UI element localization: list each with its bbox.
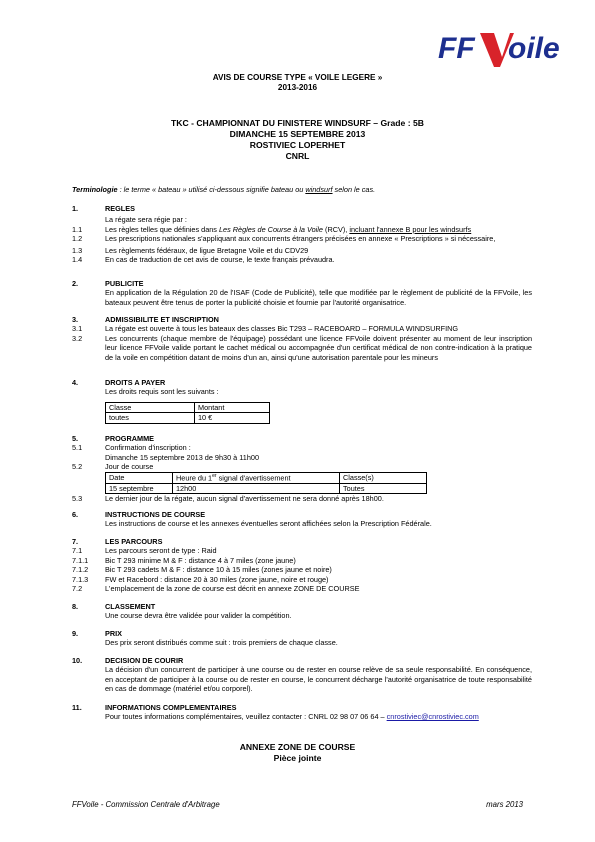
section-title: CLASSEMENT xyxy=(105,602,156,611)
section-1-rules: 1. REGLES La régate sera régie par : 1.1 Les règles telles que définies dans Les Règles de Course à la Voile (RCV), incluant l'annexe B pour les windsurfs 1.2 Les prescriptions nationales s'appliquant aux concurrents étrangers précisées en annexe « Prescriptions » si nécessaire, 1.3 Les règlements fédéraux, de ligue Bretagne Voile et du CDV29 1.4 En cas de traduction de cet avis de course, le texte français prévaudra. xyxy=(72,204,532,265)
section-title: INFORMATIONS COMPLEMENTAIRES xyxy=(105,703,237,712)
section-3-admissibilite: 3. ADMISSIBILITE ET INSCRIPTION 3.1 La régate est ouverte à tous les bateaux des classes Bic T293 – RACEBOARD – FORMULA WINDSURFING 3.2 Les concurrents (chaque membre de l'équipage) possédant une licence FFVoile doivent présenter au moment de leur inscription leur licence FFVoile valide portant le cachet médical ou accompagnée d'un certificat médical de non contre-indication à la pratique de la voile en compétition datant de moins d'un an, ainsi qu'une autorisation parentale pour les mineurs xyxy=(72,315,532,362)
annex-subtitle: Pièce jointe xyxy=(273,753,322,763)
ffvoile-logo xyxy=(436,27,576,71)
section-title: PROGRAMME xyxy=(105,434,155,443)
schedule-table xyxy=(105,472,427,494)
svg-text:oile: oile xyxy=(508,32,560,65)
fees-table xyxy=(105,402,270,424)
table-header: Classe(s) xyxy=(340,472,427,483)
table-header: Classe xyxy=(106,402,195,412)
section-8-classement: 8. CLASSEMENT Une course devra être validée pour valider la compétition. xyxy=(72,602,532,621)
table-cell: 12h00 xyxy=(173,483,340,493)
event-date: DIMANCHE 15 SEPTEMBRE 2013 xyxy=(229,129,366,139)
section-4-droits: 4. DROITS A PAYER Les droits requis sont les suivants : Classe Montant toutes 10 € xyxy=(72,378,532,424)
table-header: Heure du 1er signal d'avertissement xyxy=(173,472,340,483)
footer-left: FFVoile - Commission Centrale d'Arbitrage xyxy=(72,800,220,809)
section-9-prix: 9. PRIX Des prix seront distribués comme suit : trois premiers de chaque classe. xyxy=(72,629,532,648)
table-cell: Toutes xyxy=(340,483,427,493)
section-10-decision: 10. DECISION DE COURIR La décision d'un concurrent de participer à une course ou de rester en course relève de sa seule responsabilité. En conséquence, en acceptant de participer à la course ou de rester en course, le concurrent décharge l'autorité organisatrice de toute responsabilité en cas de dommage (matériel et/ou corporel). xyxy=(72,656,532,694)
section-6-instructions: 6. INSTRUCTIONS DE COURSE Les instructions de course et les annexes éventuelles seront affichées selon la Prescription Fédérale. xyxy=(72,510,532,529)
table-header: Montant xyxy=(195,402,270,412)
list-item: 7.1 Les parcours seront de type : Raid xyxy=(72,546,217,556)
section-title: DROITS A PAYER xyxy=(105,378,166,387)
terminology: Terminologie : le terme « bateau » utilisé ci-dessous signifie bateau ou windsurf selon le cas. xyxy=(72,185,376,194)
section-title: INSTRUCTIONS DE COURSE xyxy=(105,510,206,519)
section-title: ADMISSIBILITE ET INSCRIPTION xyxy=(105,315,219,324)
section-title: PUBLICITE xyxy=(105,279,144,288)
section-title: REGLES xyxy=(105,204,136,213)
event-place: ROSTIVIEC LOPERHET xyxy=(249,140,346,150)
list-item: 7.1.3 FW et Racebord : distance 20 à 30 miles (zone jaune, noire et rouge) xyxy=(72,574,329,584)
table-row xyxy=(106,413,270,423)
section-title: LES PARCOURS xyxy=(105,537,163,546)
terminology-label: Terminologie xyxy=(72,185,118,194)
svg-text:FF: FF xyxy=(438,32,475,65)
event-club: CNRL xyxy=(285,151,310,161)
table-cell: 15 septembre xyxy=(106,483,173,493)
section-2-publicite: 2. PUBLICITE En application de la Régulation 20 de l'ISAF (Code de Publicité), telle que modifiée par le règlement de publicité de la FFVoile, les bateaux peuvent être tenus de porter la publicité choisie et fournie par l'autorité organisatrice. xyxy=(72,279,532,307)
section-title: PRIX xyxy=(105,629,123,638)
section-11-informations: 11. INFORMATIONS COMPLEMENTAIRES Pour toutes informations complémentaires, veuillez contacter : CNRL 02 98 07 06 64 – cnrostiviec@cnrostiviec.com xyxy=(72,703,532,722)
annex-title: ANNEXE ZONE DE COURSE xyxy=(239,742,356,752)
footer-right: mars 2013 xyxy=(486,800,523,809)
list-item: 7.2 L'emplacement de la zone de course est décrit en annexe ZONE DE COURSE xyxy=(72,584,360,594)
document-title: AVIS DE COURSE TYPE « VOILE LEGERE » xyxy=(212,73,383,82)
list-item: 7.1.2 Bic T 293 cadets M & F : distance 10 à 15 miles (zones jaune et noire) xyxy=(72,565,332,575)
document-years: 2013-2016 xyxy=(277,83,318,92)
section-7-parcours: 7. LES PARCOURS 7.1 Les parcours seront de type : Raid 7.1.1 Bic T 293 minime M & F : distance 4 à 7 miles (zone jaune) 7.1.2 Bic T 293 cadets M & F : distance 10 à 15 miles (zones jaune et noire) 7.1.3 FW et Racebord : distance 20 à 30 miles (zone jaune, noire et rouge) 7.2 L'emplacement de la zone de course est décrit en annexe ZONE DE COURSE xyxy=(72,537,532,594)
list-item: 7.1.1 Bic T 293 minime M & F : distance 4 à 7 miles (zone jaune) xyxy=(72,555,296,565)
table-cell: 10 € xyxy=(195,413,270,423)
table-row xyxy=(106,483,427,493)
contact-email-link[interactable]: cnrostiviec@cnrostiviec.com xyxy=(386,712,479,722)
table-cell: toutes xyxy=(106,413,195,423)
table-header: Date xyxy=(106,472,173,483)
event-title: TKC - CHAMPIONNAT DU FINISTERE WINDSURF – Grade : 5B xyxy=(171,118,424,128)
section-title: DECISION DE COURIR xyxy=(105,656,184,665)
section-5-programme: 5. PROGRAMME 5.1 Confirmation d'inscription : Dimanche 15 septembre 2013 de 9h30 à 11h00 5.2 Jour de course Date Heure du 1er signal d'avertissement Classe(s) 15 septembre 12h00 Toutes 5.3 Le dernier jour de la régate, aucun signal d'avertissement ne sera donné après 18h00. xyxy=(72,434,532,504)
